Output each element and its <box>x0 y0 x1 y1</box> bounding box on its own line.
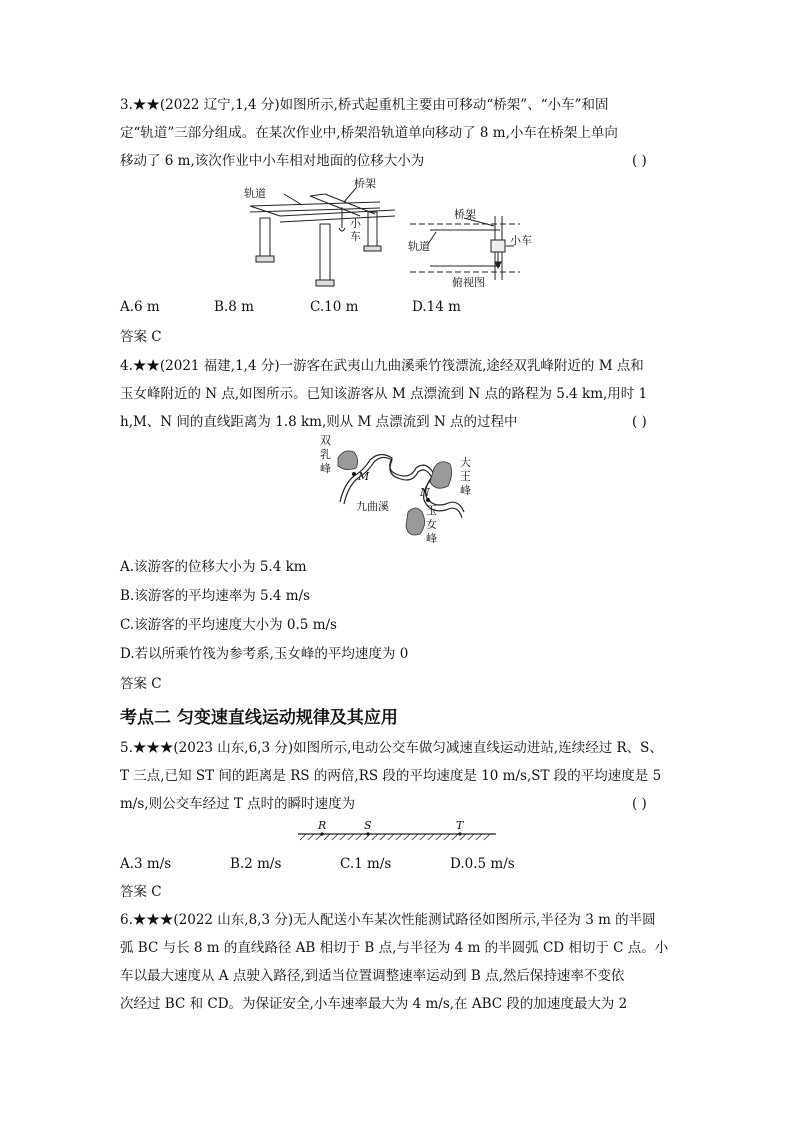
q3-line-2: 定“轨道”三部分组成。在某次作业中,桥架沿轨道单向移动了 8 m,小车在桥架上单向 <box>120 125 618 141</box>
q5-line-2: T 三点,已知 ST 间的距离是 RS 的两倍,RS 段的平均速度是 10 m/s,ST 段的平均速度是 5 <box>120 768 662 784</box>
fig-label-cart-2: 车 <box>350 230 361 243</box>
label-r: R <box>318 819 327 832</box>
label-shuangru-2: 乳 <box>320 448 331 461</box>
fig-label-bridge: 桥架 <box>354 177 376 190</box>
q4-option-c: C.该游客的平均速度大小为 0.5 m/s <box>120 617 337 633</box>
q4-option-b: B.该游客的平均速率为 5.4 m/s <box>120 588 311 604</box>
crane-drawing <box>250 188 395 286</box>
q6-line-1: 6.★★★(2022 山东,8,3 分)无人配送小车某次性能测试路径如图所示,半径为 3 m 的半圆 <box>120 912 656 928</box>
label-shuangru-3: 峰 <box>320 462 331 475</box>
q3-option-b: B.8 m <box>214 299 254 315</box>
label-yunv-3: 峰 <box>426 532 437 545</box>
q3-line-1: 3.★★(2022 辽宁,1,4 分)如图所示,桥式起重机主要由可移动“桥架”、“小车”和固 <box>120 97 609 113</box>
q5-answer-blank: ( ) <box>632 796 647 812</box>
point-r <box>320 832 323 835</box>
q5-option-a: A.3 m/s <box>120 856 172 872</box>
q3-line-3: 移动了 6 m,该次作业中小车相对地面的位移大小为 <box>120 153 425 169</box>
q4-answer: 答案 C <box>120 676 162 692</box>
label-n: N <box>420 486 430 499</box>
q3-option-d: D.14 m <box>412 299 461 315</box>
q6-line-4: 次经过 BC 和 CD。为保证安全,小车速率最大为 4 m/s,在 ABC 段的加速度最大为 2 <box>120 996 628 1012</box>
fig-label-top-cart: 小车 <box>510 234 532 247</box>
m-point-marker <box>352 472 356 476</box>
q5-answer: 答案 C <box>120 884 162 900</box>
fig-label-top-view: 俯视图 <box>452 276 485 289</box>
q3-answer-blank: ( ) <box>632 153 647 169</box>
label-dawang-2: 王 <box>460 470 471 483</box>
label-dawang-3: 峰 <box>460 484 471 497</box>
label-yunv-2: 女 <box>426 518 437 531</box>
q4-answer-blank: ( ) <box>632 414 647 430</box>
point-t <box>458 832 461 835</box>
label-t: T <box>456 819 464 832</box>
q4-option-a: A.该游客的位移大小为 5.4 km <box>120 559 307 575</box>
q5-line-1: 5.★★★(2023 山东,6,3 分)如图所示,电动公交车做匀减速直线运动进站,连续经过 R、S、 <box>120 740 663 756</box>
label-s: S <box>364 819 372 832</box>
fig-label-top-bridge: 桥架 <box>454 208 476 221</box>
q3-crane-figure <box>240 172 532 290</box>
fig-label-track: 轨道 <box>244 187 266 200</box>
q5-road-figure <box>296 818 498 844</box>
q6-line-2: 弧 BC 与长 8 m 的直线路径 AB 相切于 B 点,与半径为 4 m 的半圆弧 CD 相切于 C 点。小 <box>120 940 669 956</box>
label-m: M <box>358 470 370 483</box>
q5-line-3: m/s,则公交车经过 T 点时的瞬时速度为 <box>120 796 356 812</box>
q3-answer: 答案 C <box>120 329 162 345</box>
ground-hatching <box>300 834 490 840</box>
point-s <box>366 832 369 835</box>
fig-label-top-track: 轨道 <box>408 240 430 253</box>
label-yunv-1: 玉 <box>426 504 437 517</box>
q4-map-figure <box>312 432 484 550</box>
section-heading: 考点二 匀变速直线运动规律及其应用 <box>120 708 398 728</box>
label-shuangru-1: 双 <box>320 434 331 447</box>
q5-option-b: B.2 m/s <box>230 856 282 872</box>
q6-line-3: 车以最大速度从 A 点驶入路径,到适当位置调整速率运动到 B 点,然后保持速率不变依 <box>120 968 625 984</box>
q4-line-3: h,M、N 间的直线距离为 1.8 km,则从 M 点漂流到 N 点的过程中 <box>120 414 518 430</box>
q5-option-c: C.1 m/s <box>340 856 392 872</box>
label-creek: 九曲溪 <box>356 500 389 513</box>
q4-option-d: D.若以所乘竹筏为参考系,玉女峰的平均速度为 0 <box>120 646 409 662</box>
q4-line-1: 4.★★(2021 福建,1,4 分)一游客在武夷山九曲溪乘竹筏漂流,途经双乳峰附近的 M 点和 <box>120 358 644 374</box>
q5-option-d: D.0.5 m/s <box>450 856 515 872</box>
q3-option-c: C.10 m <box>310 299 359 315</box>
q3-option-a: A.6 m <box>120 299 160 315</box>
label-dawang-1: 大 <box>460 456 471 469</box>
q4-line-2: 玉女峰附近的 N 点,如图所示。已知该游客从 M 点漂流到 N 点的路程为 5.4 km,用时 1 <box>120 386 648 402</box>
fig-label-cart-1: 小 <box>350 217 361 230</box>
